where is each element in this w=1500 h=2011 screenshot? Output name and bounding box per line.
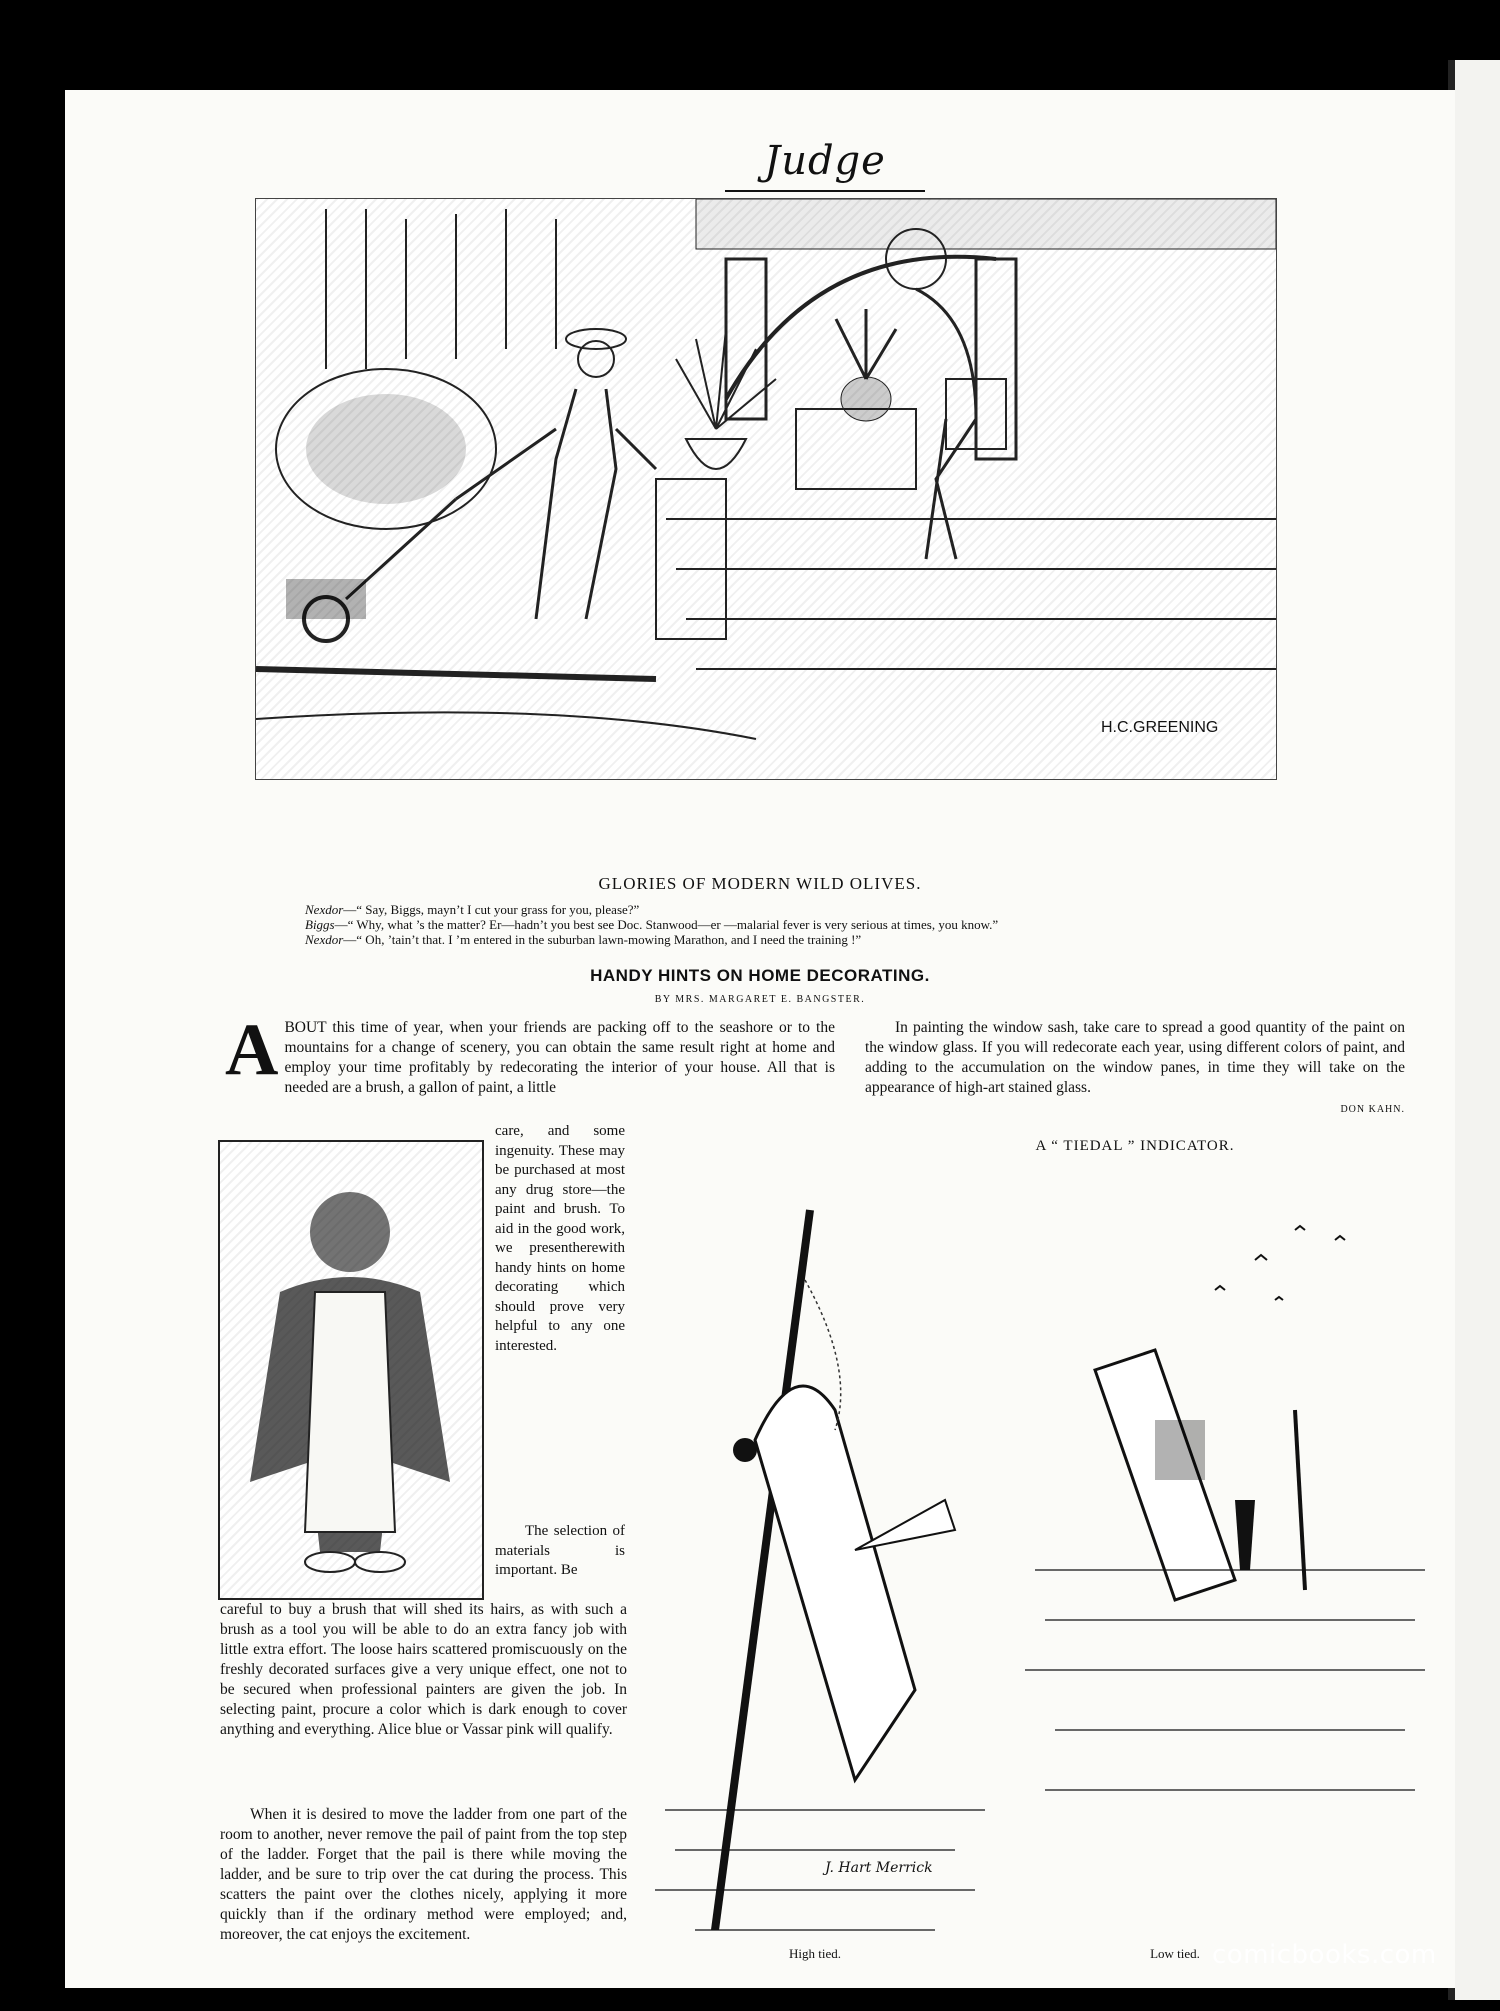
- dialogue-line-1: [305, 902, 1205, 917]
- dialogue-line-2: [305, 917, 1205, 932]
- article-para-4: [865, 1018, 1405, 1120]
- cartoon1-dialogue: [305, 902, 1205, 947]
- cartoon1-title: GLORIES OF MODERN WILD OLIVES.: [598, 874, 922, 893]
- cartoon2-title: A “ TIEDAL ” INDICATOR.: [1035, 1138, 1235, 1154]
- boats-sketch: [655, 1170, 1425, 1970]
- painter-illustration: [218, 1140, 484, 1600]
- para1-start-text: BOUT this time of year, when your friends are packing off to the seashore or to the mountains for a change of scenery, you can obtain the same result right at home and employ your time profitably by redecorating the interior of your house. All that is needed are a brush, a gallon of paint, a little: [284, 1019, 835, 1096]
- speaker-name: Nexdor: [305, 902, 344, 917]
- cartoon-sketch: [256, 199, 1276, 779]
- cartoon1-signature: H.C.GREENING: [1101, 719, 1219, 736]
- article-para-3: [220, 1805, 627, 1945]
- article-para-1-narrow: [495, 1122, 625, 1356]
- para1-narrow-text: care, and some ingenuity. These may be purchased at most any drug store—the paint and brush. To aid in the good work, we presentherewith handy hints on home decorating which should prove very helpful to any one interested.: [495, 1123, 625, 1354]
- para2-text: careful to buy a brush that will shed its hairs, as with such a brush as a tool you will be able to do an extra fancy job with little extra effort. The loose hairs scattered promiscuously on the freshly decorated surfaces give a very unique effect, one not to be secured when professional painters are given the job. In selecting paint, procure a color which is dark enough to cover anything and everything. Alice blue or Vassar pink will qualify.: [220, 1601, 627, 1738]
- tidal-indicator-cartoon: [655, 1170, 1425, 1970]
- dialogue-text: —“ Why, what ’s the matter? Er—hadn’t you best see Doc. Stanwood—er —malarial fever is very serious at times, you know.”: [334, 917, 999, 932]
- article-para-2-narrow: [495, 1522, 625, 1581]
- magazine-page: [65, 90, 1455, 1988]
- caption-high-tied: High tied.: [789, 1946, 841, 1961]
- dialogue-text: —“ Say, Biggs, mayn’t I cut your grass for you, please?”: [343, 902, 640, 917]
- para3-text: When it is desired to move the ladder from one part of the room to another, never remove the pail of paint from the top step of the ladder. Forget that the pail is there while moving the ladder, and be sure to trip over the cat during the process. This scatters the paint over the clothes nicely, applying it more quickly than if the ordinary method were employed; and, moreover, the cat enjoys the excitement.: [220, 1806, 627, 1943]
- para2-narrow-text: The selection of materials is important. Be: [495, 1523, 625, 1578]
- next-page-edge: [1455, 60, 1500, 2000]
- dialogue-line-3: [305, 932, 1205, 947]
- masthead-underline: [725, 190, 925, 192]
- speaker-name: Biggs: [305, 917, 335, 932]
- para4-text: In painting the window sash, take care to spread a good quantity of the paint on the window glass. If you will redecorate each year, using different colors of paint, and adding to the accumulation on the window panes, in time they will take on the appearance of high-art stained glass.: [865, 1019, 1405, 1096]
- article-para-1: [225, 1009, 835, 1098]
- article-headline: HANDY HINTS ON HOME DECORATING.: [590, 966, 930, 985]
- cartoon2-signature: J. Hart Merrick: [825, 1860, 933, 1876]
- painter-sketch: [220, 1142, 482, 1598]
- masthead: Judge: [764, 138, 886, 184]
- site-watermark: comicbooks.com: [1212, 1940, 1437, 1970]
- caption-low-tied: Low tied.: [1150, 1946, 1200, 1961]
- drop-cap: A: [225, 1009, 279, 1091]
- article-byline: BY MRS. MARGARET E. BANGSTER.: [654, 994, 866, 1005]
- article-credit: DON KAHN.: [1340, 1104, 1405, 1115]
- lawn-mower-cartoon: [255, 198, 1277, 780]
- article-para-2: [220, 1600, 627, 1740]
- speaker-name: Nexdor: [305, 932, 344, 947]
- dialogue-text: —“ Oh, ’tain’t that. I ’m entered in the suburban lawn-mowing Marathon, and I need the training !”: [343, 932, 862, 947]
